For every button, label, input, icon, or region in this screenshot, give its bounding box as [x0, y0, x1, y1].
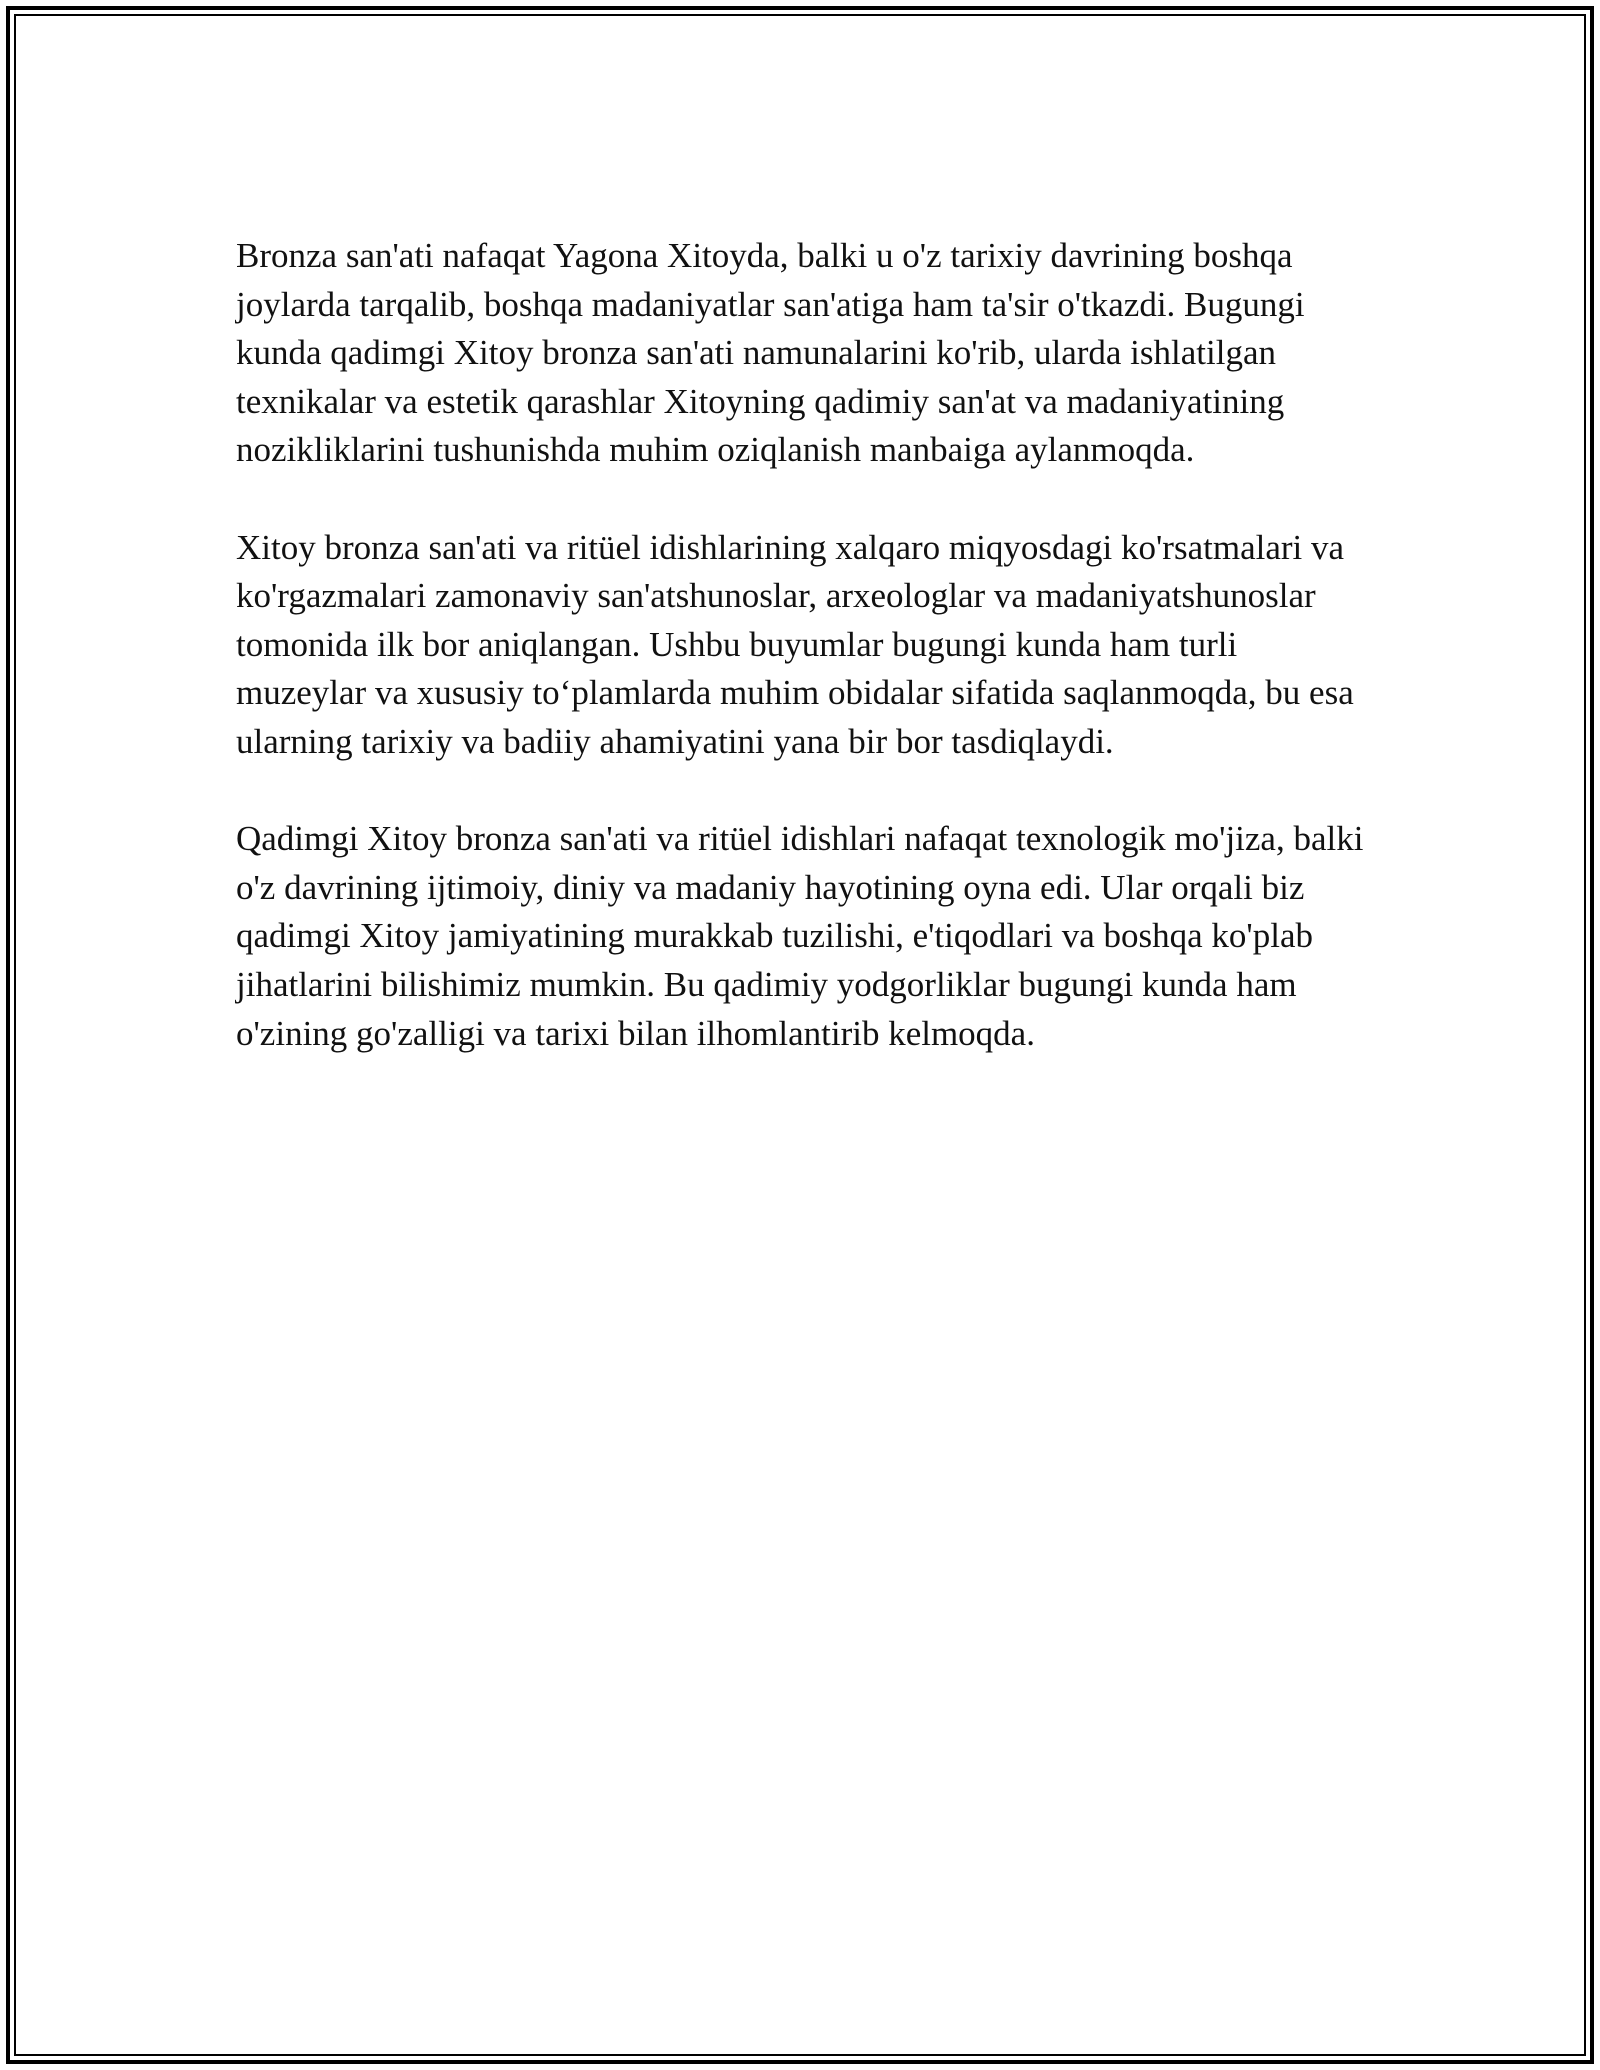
paragraph-2: Xitoy bronza san'ati va ritüel idishlarining xalqaro miqyosdagi ko'rsatmalari va ko'rgazmalari zamonaviy san'atshunoslar, arxeologlar va madaniyatshunoslar tomonida ilk bor aniqlangan. Ushbu buyumlar bugungi kunda ham turli muzeylar va xususiy to‘plamlarda muhim obidalar sifatida saqlanmoqda, bu esa ularning tarixiy va badiiy ahamiyatini yana bir bor tasdiqlaydi. — [236, 527, 1354, 761]
paragraph-3: Qadimgi Xitoy bronza san'ati va ritüel idishlari nafaqat texnologik mo'jiza, balki o'z davrining ijtimoiy, diniy va madaniy hayotining oyna edi. Ular orqali biz qadimgi Xitoy jamiyatining murakkab tuzilishi, e'tiqodlari va boshqa ko'plab jihatlarini bilishimiz mumkin. Bu qadimiy yodgorliklar bugungi kunda ham o'zining go'zalligi va tarixi bilan ilhomlantirib kelmoqda. — [236, 819, 1364, 1053]
paragraph-1: Bronza san'ati nafaqat Yagona Xitoyda, balki u o'z tarixiy davrining boshqa joylarda tarqalib, boshqa madaniyatlar san'atiga ham ta'sir o'tkazdi. Bugungi kunda qadimgi Xitoy bronza san'ati namunalarini ko'rib, ularda ishlatilgan texnikalar va estetik qarashlar Xitoyning qadimiy san'at va madaniyatining nozikliklarini tushunishda muhim oziqlanish manbaiga aylanmoqda. — [236, 236, 1305, 470]
document-body — [236, 232, 1366, 1107]
